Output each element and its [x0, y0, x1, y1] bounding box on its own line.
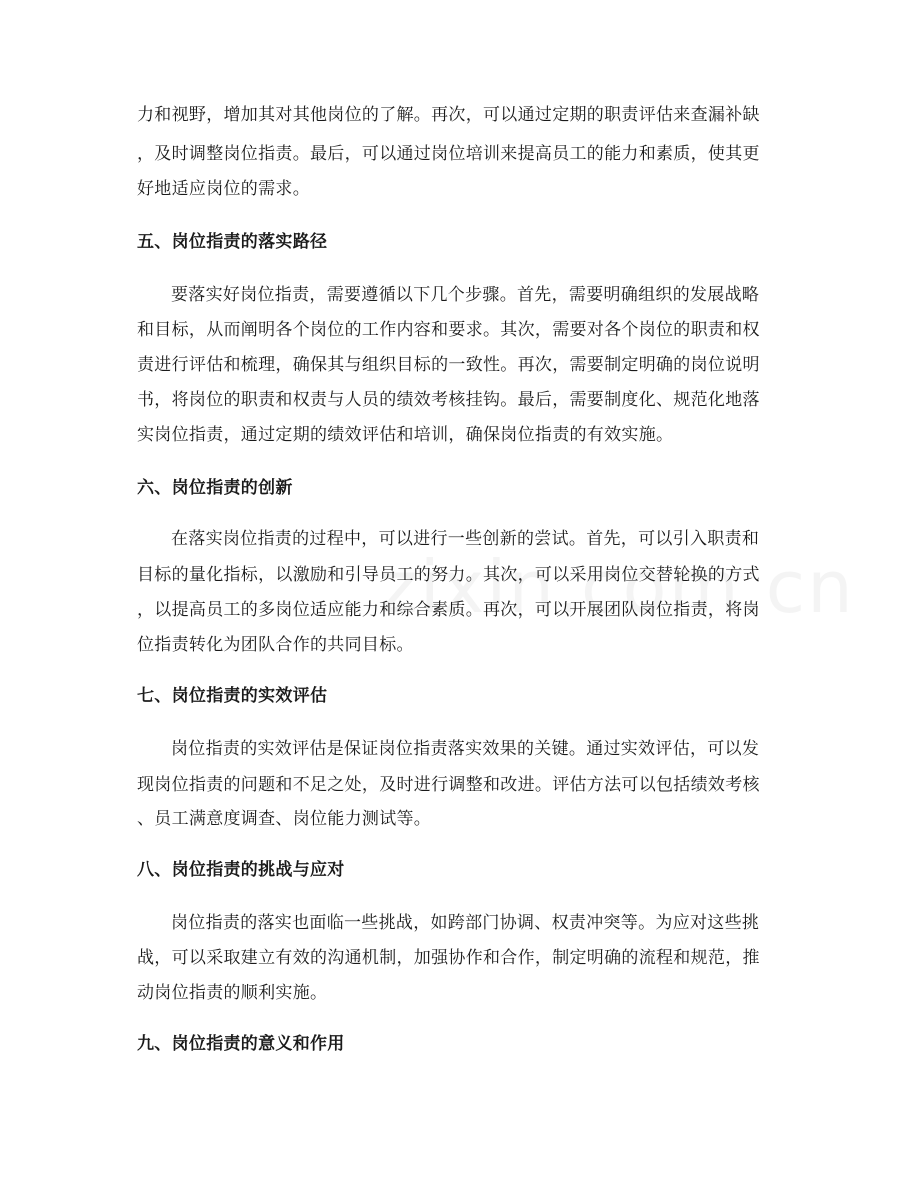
- section-heading: 五、岗位指责的落实路径: [137, 232, 328, 252]
- paragraph-line: 目标的量化指标，以激励和引导员工的努力。其次，可以采用岗位交替轮换的方式: [137, 565, 760, 585]
- paragraph-line: ，及时调整岗位指责。最后，可以通过岗位培训来提高员工的能力和素质，使其更: [137, 144, 760, 164]
- paragraph-line: 位指责转化为团队合作的共同目标。: [137, 635, 414, 655]
- paragraph-line: 和目标，从而阐明各个岗位的工作内容和要求。其次，需要对各个岗位的职责和权: [137, 320, 760, 340]
- paragraph-line: 书，将岗位的职责和权责与人员的绩效考核挂钩。最后，需要制度化、规范化地落: [137, 390, 760, 410]
- section-heading: 六、岗位指责的创新: [137, 478, 293, 498]
- paragraph-line: 力和视野，增加其对其他岗位的了解。再次，可以通过定期的职责评估来查漏补缺: [137, 105, 760, 125]
- paragraph-line: 、员工满意度调查、岗位能力测试等。: [137, 809, 432, 829]
- section-heading: 七、岗位指责的实效评估: [137, 686, 328, 706]
- paragraph-line: 在落实岗位指责的过程中，可以进行一些创新的尝试。首先，可以引入职责和: [171, 529, 760, 549]
- paragraph-line: 实岗位指责，通过定期的绩效评估和培训，确保岗位指责的有效实施。: [137, 425, 674, 445]
- paragraph-line: ，以提高员工的多岗位适应能力和综合素质。再次，可以开展团队岗位指责，将岗: [137, 600, 760, 620]
- paragraph-line: 动岗位指责的顺利实施。: [137, 983, 328, 1003]
- paragraph-line: 要落实好岗位指责，需要遵循以下几个步骤。首先，需要明确组织的发展战略: [171, 285, 760, 305]
- section-heading: 八、岗位指责的挑战与应对: [137, 860, 345, 880]
- section-heading: 九、岗位指责的意义和作用: [137, 1034, 345, 1054]
- paragraph-line: 责进行评估和梳理，确保其与组织目标的一致性。再次，需要制定明确的岗位说明: [137, 355, 760, 375]
- paragraph-line: 好地适应岗位的需求。: [137, 179, 310, 199]
- paragraph-line: 现岗位指责的问题和不足之处，及时进行调整和改进。评估方法可以包括绩效考核: [137, 775, 760, 795]
- paragraph-line: 岗位指责的落实也面临一些挑战，如跨部门协调、权责冲突等。为应对这些挑: [171, 913, 760, 933]
- paragraph-line: 岗位指责的实效评估是保证岗位指责落实效果的关键。通过实效评估，可以发: [171, 739, 760, 759]
- paragraph-line: 战，可以采取建立有效的沟通机制，加强协作和合作，制定明确的流程和规范，推: [137, 948, 760, 968]
